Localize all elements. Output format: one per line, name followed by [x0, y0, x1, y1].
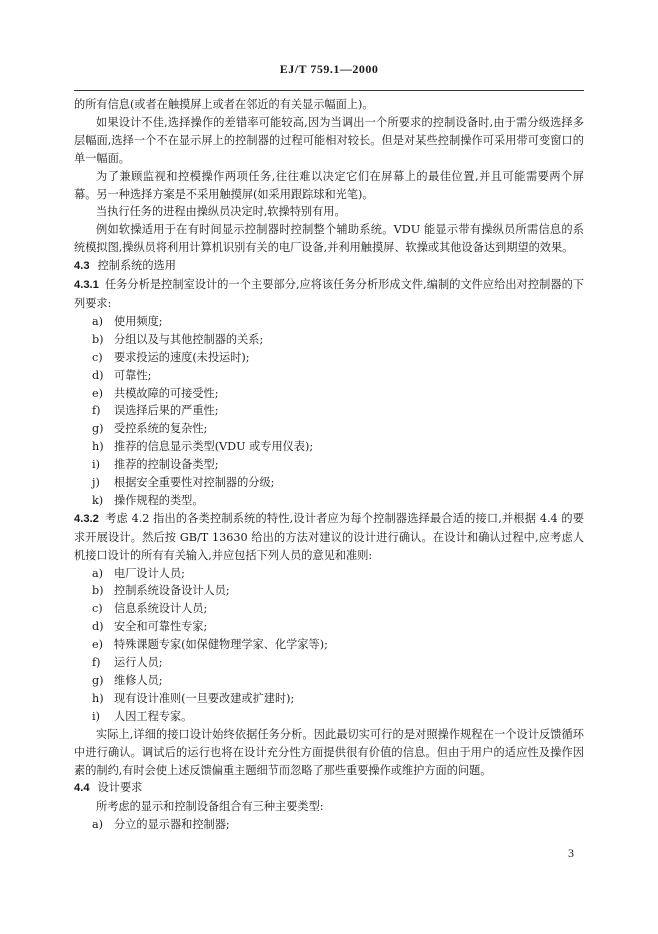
item-text: 安全和可靠性专家; — [114, 620, 208, 634]
item-label: i) — [92, 458, 100, 472]
list-item — [74, 492, 584, 510]
item-label: e) — [92, 386, 103, 400]
header-rule — [74, 90, 584, 91]
clause-text: 任务分析是控制室设计的一个主要部分,应将该任务分析形成文件,编制的文件应给出对控制器的下列要求: — [74, 278, 584, 310]
personnel-list — [74, 565, 584, 726]
item-label: d) — [92, 620, 104, 634]
item-label: g) — [92, 674, 104, 687]
clause-number: 4.3.1 — [74, 279, 99, 292]
list-item — [74, 582, 584, 600]
item-text: 人因工程专家。 — [114, 709, 193, 723]
item-text: 误选择后果的严重性; — [114, 404, 219, 418]
item-label: i) — [92, 709, 100, 723]
requirements-list — [74, 313, 584, 510]
list-item — [74, 474, 584, 492]
item-text: 运行人员; — [114, 656, 163, 670]
item-label: a) — [92, 566, 104, 580]
list-item — [74, 636, 584, 654]
document-header: EJ/T 759.1—2000 — [279, 62, 379, 76]
item-label: a) — [92, 314, 104, 328]
item-label: k) — [92, 493, 104, 507]
list-item — [74, 402, 584, 420]
page-body — [74, 96, 584, 834]
list-item — [74, 385, 584, 403]
paragraph-soft-control: 当执行任务的进程由操纵员决定时,软操特别有用。 — [96, 205, 346, 219]
item-text: 信息系统设计人员; — [114, 602, 208, 616]
section-4-3-heading — [74, 257, 584, 276]
list-item — [74, 672, 584, 690]
section-title: 设计要求 — [97, 781, 143, 795]
list-item — [74, 367, 584, 385]
item-text: 推荐的控制设备类型; — [114, 458, 219, 472]
section-number: 4.4 — [74, 782, 90, 795]
item-text: 推荐的信息显示类型(VDU 或专用仪表); — [114, 440, 314, 454]
list-item — [74, 708, 584, 726]
item-text: 控制系统设备设计人员; — [114, 584, 230, 598]
item-label: e) — [92, 638, 103, 652]
item-label: c) — [92, 602, 103, 616]
item-text: 要求投运的速度(未投运时); — [114, 350, 250, 364]
list-item — [74, 654, 584, 672]
list-item — [74, 565, 584, 583]
item-label: f) — [92, 404, 101, 418]
paragraph-continued: 的所有信息(或者在触摸屏上或者在邻近的有关显示幅面上)。 — [74, 98, 374, 111]
item-text: 分立的显示器和控制器; — [114, 818, 230, 832]
list-item — [74, 816, 584, 834]
item-label: b) — [92, 332, 104, 346]
item-label: c) — [92, 350, 103, 364]
list-item — [74, 313, 584, 331]
item-text: 分组以及与其他控制器的关系; — [114, 332, 264, 346]
item-text: 根据安全重要性对控制器的分级; — [114, 476, 275, 490]
item-text: 现有设计准则(一旦要改建或扩建时); — [114, 691, 295, 705]
list-item — [74, 331, 584, 349]
item-text: 共模故障的可接受性; — [114, 386, 219, 400]
list-item — [74, 618, 584, 636]
list-item — [74, 690, 584, 708]
paragraph-feedback-loop: 实际上,详细的接口设计始终依据任务分析。因此最切实可行的是对照操作规程在一个设计反馈循环中进行确认。调试后的运行也将在设计充分性方面提供很有价值的信息。但由于用户的适应性及操作因素的制约,有时会使上述反馈偏重主题细节而忽略了那些重要操作或维护方面的问题。 — [74, 727, 584, 777]
paragraph-three-types: 所考虑的显示和控制设备组合有三种主要类型: — [96, 800, 324, 814]
list-item — [74, 438, 584, 456]
item-label: h) — [92, 691, 104, 705]
item-label: g) — [92, 422, 104, 436]
item-label: a) — [92, 818, 104, 832]
item-label: j) — [92, 476, 100, 490]
list-item — [74, 420, 584, 438]
item-text: 操作规程的类型。 — [114, 493, 204, 507]
item-label: h) — [92, 440, 104, 454]
paragraph-monitor-control: 为了兼顾监视和控模操作两项任务,往往难以决定它们在屏幕上的最佳位置,并且可能需要两个屏幕。另一种选择方案是不采用触摸屏(如采用跟踪球和光笔)。 — [74, 169, 584, 201]
item-text: 受控系统的复杂性; — [114, 422, 208, 436]
item-text: 使用频度; — [114, 314, 163, 328]
clause-number: 4.3.2 — [74, 512, 99, 525]
page-number: 3 — [568, 846, 574, 860]
paragraph-vdu-example: 例如软操适用于在有时间显示控制器时控制整个辅助系统。VDU 能显示带有操纵员所需信息的系统模拟图,操纵员将利用计算机识别有关的电厂设备,并利用触摸屏、软操或其他设备达到期望的效果。 — [74, 223, 584, 255]
item-label: f) — [92, 656, 101, 670]
clause-4-3-2 — [74, 510, 584, 565]
list-item — [74, 456, 584, 474]
clause-4-3-1 — [74, 276, 584, 313]
section-title: 控制系统的选用 — [97, 259, 176, 273]
list-item — [74, 600, 584, 618]
paragraph-design-quality: 如果设计不佳,选择操作的差错率可能较高,因为当调出一个所要求的控制设备时,由于需分级选择多层幅面,选择一个不在显示屏上的控制器的过程可能相对较长。但是对某些控制操作可采用带可变窗口的单一幅面。 — [74, 115, 584, 165]
item-text: 维修人员; — [114, 674, 163, 687]
item-label: b) — [92, 584, 104, 598]
item-text: 特殊课题专家(如保健物理学家、化学家等); — [114, 638, 328, 652]
types-list — [74, 816, 584, 834]
section-number: 4.3 — [74, 260, 90, 273]
section-4-4-heading — [74, 779, 584, 798]
clause-text: 考虑 4.2 指出的各类控制系统的特性,设计者应为每个控制器选择最合适的接口,并根据 4.4 的要求开展设计。然后按 GB/T 13630 给出的方法对建议的设计进行确认。在设计和确认过程中,应考虑人机接口设计的所有有关输入,并应包括下列人员的意见和准则: — [74, 511, 584, 562]
item-text: 电厂设计人员; — [114, 566, 185, 580]
item-label: d) — [92, 368, 104, 382]
list-item — [74, 349, 584, 367]
item-text: 可靠性; — [114, 368, 152, 382]
